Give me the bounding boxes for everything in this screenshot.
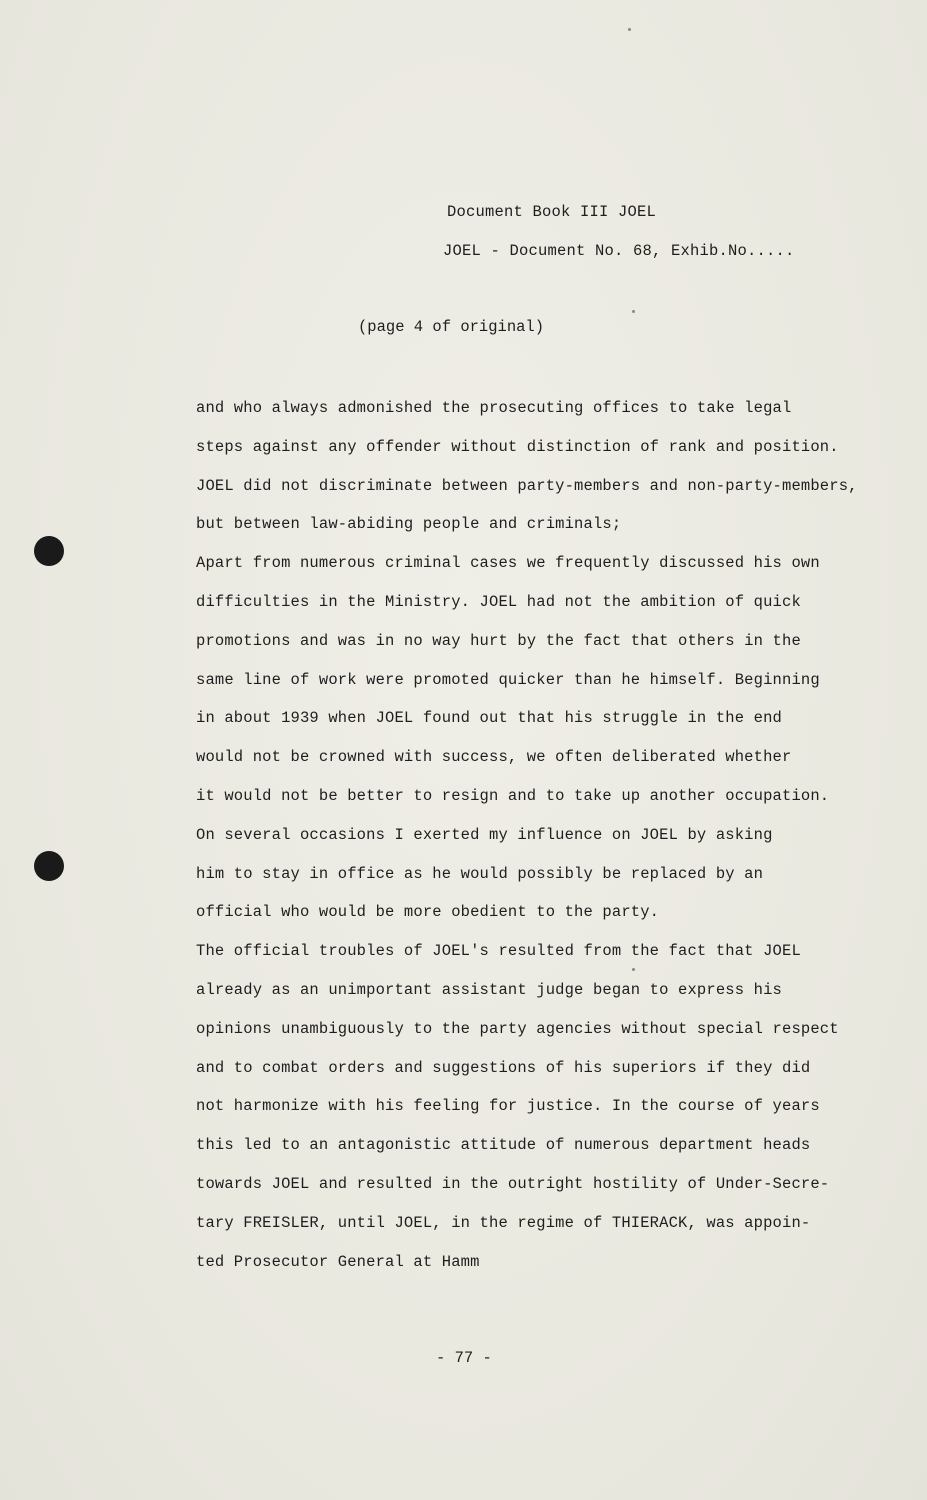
body-line: steps against any offender without distinction of rank and position. [196,437,839,456]
body-line: and to combat orders and suggestions of his superiors if they did [196,1058,811,1077]
body-line: Apart from numerous criminal cases we frequently discussed his own [196,554,820,573]
punch-hole-top [34,536,64,566]
body-line: tary FREISLER, until JOEL, in the regime of THIERACK, was appoin- [196,1213,811,1232]
body-line: him to stay in office as he would possibly be replaced by an [196,864,764,883]
body-line: it would not be better to resign and to take up another occupation. [196,786,830,805]
body-text [196,396,896,1288]
punch-hole-bottom [34,851,64,881]
body-line: this led to an antagonistic attitude of numerous department heads [196,1136,811,1155]
body-line: ted Prosecutor General at Hamm [196,1252,480,1271]
body-line: would not be crowned with success, we often deliberated whether [196,748,792,767]
body-line: towards JOEL and resulted in the outright hostility of Under-Secre- [196,1174,830,1193]
body-line: The official troubles of JOEL's resulted from the fact that JOEL [196,942,801,961]
body-line: opinions unambiguously to the party agencies without special respect [196,1019,839,1038]
page-number: - 77 - [436,1349,492,1367]
document-reference: JOEL - Document No. 68, Exhib.No..... [443,242,795,260]
page-of-original: (page 4 of original) [358,318,545,336]
paper-speck [628,28,631,31]
body-line: already as an unimportant assistant judge began to express his [196,980,782,999]
body-line: difficulties in the Ministry. JOEL had not the ambition of quick [196,592,801,611]
body-line: same line of work were promoted quicker than he himself. Beginning [196,670,820,689]
body-line: not harmonize with his feeling for justice. In the course of years [196,1097,820,1116]
body-line: in about 1939 when JOEL found out that his struggle in the end [196,709,782,728]
body-line: but between law-abiding people and criminals; [196,515,622,534]
body-line: promotions and was in no way hurt by the fact that others in the [196,631,801,650]
body-line: official who would be more obedient to the party. [196,903,660,922]
document-book-title: Document Book III JOEL [447,203,657,221]
body-line: JOEL did not discriminate between party-members and non-party-members, [196,476,858,495]
body-line: and who always admonished the prosecuting offices to take legal [196,399,792,417]
paper-speck [632,310,635,313]
body-line: On several occasions I exerted my influence on JOEL by asking [196,825,773,844]
